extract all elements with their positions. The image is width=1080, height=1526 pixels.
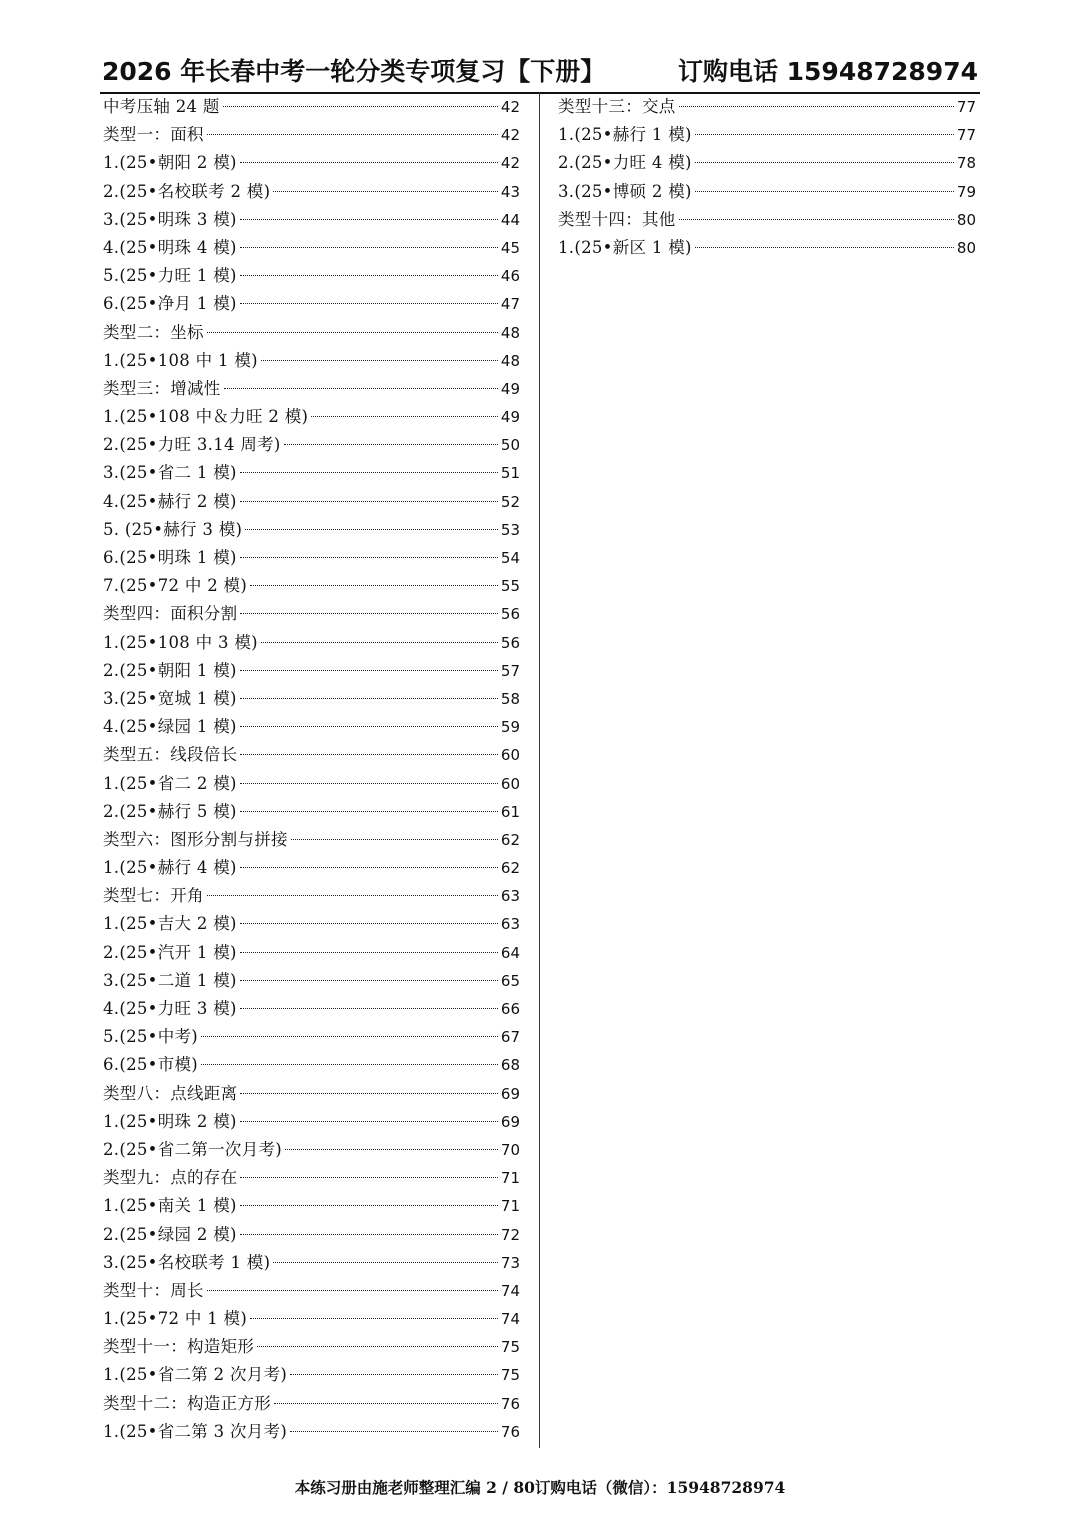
toc-entry-label: 1.(25•72 中 1 模) [103, 1309, 248, 1329]
toc-entry-label: 2.(25•力旺 4 模) [558, 153, 692, 173]
toc-entry-page: 70 [500, 1140, 520, 1159]
toc-entry[interactable] [103, 234, 520, 262]
toc-entry[interactable] [103, 149, 520, 177]
toc-entry-page: 63 [500, 887, 520, 906]
toc-entry-label: 1.(25•吉大 2 模) [103, 914, 237, 934]
toc-dot-leader [261, 360, 498, 361]
toc-entry-page: 59 [500, 718, 520, 737]
toc-entry[interactable] [103, 1277, 520, 1305]
toc-entry[interactable] [558, 121, 976, 149]
toc-entry-page: 71 [500, 1169, 520, 1188]
toc-entry[interactable] [103, 939, 520, 967]
toc-dot-leader [240, 303, 498, 304]
toc-entry-page: 52 [500, 492, 520, 511]
toc-entry-label: 5.(25•中考) [103, 1027, 199, 1047]
toc-entry-page: 79 [956, 182, 976, 201]
toc-entry-label: 类型八：点线距离 [103, 1083, 238, 1103]
toc-dot-leader [240, 162, 498, 163]
toc-dot-leader [240, 613, 498, 614]
toc-entry-label: 类型十二：构造正方形 [103, 1393, 271, 1413]
toc-entry-label: 类型二：坐标 [103, 322, 204, 342]
toc-entry-page: 65 [500, 971, 520, 990]
toc-entry[interactable] [103, 375, 520, 403]
toc-entry[interactable] [103, 262, 520, 290]
toc-entry-label: 1.(25•省二第 2 次月考) [103, 1365, 288, 1385]
page-header [102, 52, 978, 92]
toc-entry-page: 44 [500, 210, 520, 229]
toc-dot-leader [240, 867, 498, 868]
toc-entry-label: 6.(25•净月 1 模) [103, 294, 237, 314]
toc-entry-label: 3.(25•宽城 1 模) [103, 688, 237, 708]
toc-entry-label: 5. (25•赫行 3 模) [103, 519, 243, 539]
toc-entry-page: 78 [956, 154, 976, 173]
toc-dot-leader [695, 247, 954, 248]
toc-dot-leader [240, 754, 498, 755]
toc-entry-label: 1.(25•朝阳 2 模) [103, 153, 237, 173]
column-divider [539, 92, 540, 1448]
toc-dot-leader [240, 1205, 498, 1206]
toc-entry[interactable] [103, 459, 520, 487]
toc-entry[interactable] [103, 516, 520, 544]
toc-entry-page: 80 [956, 210, 976, 229]
toc-entry-page: 50 [500, 436, 520, 455]
toc-entry-label: 3.(25•二道 1 模) [103, 970, 237, 990]
toc-entry-label: 2.(25•绿园 2 模) [103, 1224, 237, 1244]
toc-entry[interactable] [558, 234, 976, 262]
toc-entry-page: 48 [500, 323, 520, 342]
toc-entry-page: 62 [500, 859, 520, 878]
toc-dot-leader [290, 1431, 498, 1432]
toc-entry-page: 49 [500, 408, 520, 427]
toc-entry-page: 57 [500, 661, 520, 680]
toc-dot-leader [224, 388, 498, 389]
toc-entry-label: 类型十：周长 [103, 1280, 204, 1300]
toc-entry-page: 60 [500, 746, 520, 765]
toc-dot-leader [240, 923, 498, 924]
toc-dot-leader [240, 698, 498, 699]
toc-entry[interactable] [103, 995, 520, 1023]
toc-entry-page: 42 [500, 126, 520, 145]
toc-entry-page: 42 [500, 98, 520, 116]
toc-entry[interactable] [103, 685, 520, 713]
toc-right-column [558, 93, 976, 262]
toc-entry-label: 2.(25•名校联考 2 模) [103, 181, 271, 201]
toc-entry[interactable] [103, 544, 520, 572]
toc-dot-leader [240, 1008, 498, 1009]
toc-dot-leader [240, 980, 498, 981]
toc-entry-label: 2.(25•省二第一次月考) [103, 1139, 283, 1159]
toc-dot-leader [240, 275, 498, 276]
toc-entry-label: 3.(25•省二 1 模) [103, 463, 237, 483]
toc-dot-leader [240, 783, 498, 784]
toc-entry-page: 61 [500, 802, 520, 821]
toc-entry[interactable] [103, 1080, 520, 1108]
toc-entry[interactable] [103, 347, 520, 375]
toc-entry[interactable] [103, 1390, 520, 1418]
toc-entry[interactable] [103, 770, 520, 798]
toc-entry-page: 47 [500, 295, 520, 314]
toc-entry[interactable] [103, 629, 520, 657]
toc-entry-label: 3.(25•名校联考 1 模) [103, 1252, 271, 1272]
toc-entry[interactable] [103, 1361, 520, 1389]
toc-entry-label: 7.(25•72 中 2 模) [103, 576, 248, 596]
toc-entry-label: 类型一：面积 [103, 125, 204, 145]
toc-entry[interactable] [103, 910, 520, 938]
toc-entry[interactable] [103, 600, 520, 628]
toc-entry-page: 77 [956, 98, 976, 116]
toc-entry-page: 66 [500, 1000, 520, 1018]
toc-dot-leader [240, 501, 498, 502]
toc-entry[interactable] [103, 1249, 520, 1277]
toc-entry[interactable] [103, 431, 520, 459]
toc-entry-page: 69 [500, 1112, 520, 1131]
toc-dot-leader [250, 585, 498, 586]
toc-entry-page: 43 [500, 182, 520, 201]
toc-dot-leader [273, 1262, 498, 1263]
toc-dot-leader [261, 642, 498, 643]
toc-entry-label: 6.(25•市模) [103, 1055, 199, 1075]
toc-entry-label: 类型十一：构造矩形 [103, 1337, 255, 1357]
toc-entry[interactable] [103, 319, 520, 347]
toc-dot-leader [240, 1121, 498, 1122]
toc-entry-page: 80 [956, 238, 976, 257]
toc-entry-page: 71 [500, 1197, 520, 1216]
toc-entry-page: 42 [500, 154, 520, 173]
toc-entry-label: 类型十四：其他 [558, 209, 676, 229]
toc-entry-label: 1.(25•南关 1 模) [103, 1196, 237, 1216]
toc-entry-label: 类型三：增减性 [103, 378, 221, 398]
toc-entry[interactable] [103, 826, 520, 854]
toc-entry[interactable] [103, 93, 520, 121]
toc-dot-leader [274, 1403, 498, 1404]
toc-dot-leader [695, 191, 954, 192]
toc-entry-label: 类型十三：交点 [558, 97, 676, 116]
toc-entry-label: 类型六：图形分割与拼接 [103, 829, 288, 849]
toc-entry-page: 54 [500, 549, 520, 567]
toc-entry-page: 45 [500, 238, 520, 257]
toc-entry[interactable] [103, 403, 520, 431]
toc-dot-leader [695, 134, 954, 135]
toc-entry-label: 2.(25•朝阳 1 模) [103, 660, 237, 680]
toc-dot-leader [311, 416, 498, 417]
toc-dot-leader [245, 529, 498, 530]
toc-entry-page: 48 [500, 351, 520, 370]
toc-entry[interactable] [103, 206, 520, 234]
toc-entry-label: 中考压轴 24 题 [103, 97, 220, 116]
page-footer: 本练习册由施老师整理汇编 2 / 80订购电话（微信）：15948728974 [294, 1478, 786, 1497]
toc-entry-label: 1.(25•108 中 3 模) [103, 632, 258, 652]
toc-dot-leader [240, 219, 498, 220]
toc-entry-page: 72 [500, 1225, 520, 1244]
toc-entry-label: 2.(25•力旺 3.14 周考) [103, 435, 281, 455]
toc-dot-leader [240, 247, 498, 248]
toc-entry-page: 74 [500, 1310, 520, 1329]
toc-entry-label: 2.(25•赫行 5 模) [103, 801, 237, 821]
toc-entry[interactable] [103, 798, 520, 826]
toc-left-column [103, 93, 520, 1446]
toc-entry-page: 76 [500, 1394, 520, 1413]
toc-entry-label: 6.(25•明珠 1 模) [103, 548, 237, 567]
document-title: 2026 年长春中考一轮分类专项复习【下册】 [102, 57, 606, 86]
toc-entry-page: 64 [500, 943, 520, 962]
toc-entry-page: 67 [500, 1028, 520, 1047]
toc-entry-page: 56 [500, 605, 520, 624]
toc-dot-leader [290, 1374, 498, 1375]
toc-entry-label: 1.(25•108 中＆力旺 2 模) [103, 407, 309, 427]
toc-dot-leader [257, 1346, 498, 1347]
toc-entry-page: 75 [500, 1338, 520, 1357]
toc-entry[interactable] [103, 488, 520, 516]
toc-entry[interactable] [103, 657, 520, 685]
toc-entry-page: 51 [500, 464, 520, 483]
toc-entry-page: 74 [500, 1281, 520, 1300]
toc-dot-leader [240, 670, 498, 671]
toc-entry-page: 77 [956, 126, 976, 145]
toc-entry-page: 63 [500, 915, 520, 934]
toc-dot-leader [201, 1036, 498, 1037]
toc-entry[interactable] [558, 206, 976, 234]
toc-entry-label: 类型九：点的存在 [103, 1168, 238, 1188]
toc-entry-page: 56 [500, 633, 520, 652]
toc-entry-label: 3.(25•博硕 2 模) [558, 181, 692, 201]
toc-entry-page: 58 [500, 689, 520, 708]
toc-entry-label: 1.(25•赫行 4 模) [103, 858, 237, 878]
toc-dot-leader [223, 106, 498, 107]
toc-entry[interactable] [103, 1221, 520, 1249]
toc-entry-label: 4.(25•赫行 2 模) [103, 491, 237, 511]
toc-dot-leader [240, 952, 498, 953]
toc-dot-leader [695, 162, 954, 163]
toc-dot-leader [291, 839, 498, 840]
toc-entry-page: 60 [500, 774, 520, 793]
toc-dot-leader [201, 1064, 498, 1065]
toc-entry-label: 类型七：开角 [103, 886, 204, 906]
toc-dot-leader [207, 332, 498, 333]
toc-entry[interactable] [103, 1108, 520, 1136]
toc-entry-page: 73 [500, 1253, 520, 1272]
toc-entry-page: 62 [500, 830, 520, 849]
toc-entry-label: 1.(25•明珠 2 模) [103, 1111, 237, 1131]
toc-entry[interactable] [103, 178, 520, 206]
toc-dot-leader [285, 1149, 498, 1150]
toc-dot-leader [240, 1177, 498, 1178]
toc-dot-leader [240, 726, 498, 727]
toc-entry-page: 46 [500, 267, 520, 286]
toc-entry-label: 4.(25•绿园 1 模) [103, 717, 237, 737]
toc-dot-leader [240, 1234, 498, 1235]
toc-entry-label: 1.(25•省二 2 模) [103, 773, 237, 793]
toc-dot-leader [240, 1093, 498, 1094]
toc-entry-page: 49 [500, 379, 520, 398]
toc-entry[interactable] [103, 882, 520, 910]
toc-entry[interactable] [103, 713, 520, 741]
toc-entry[interactable] [103, 854, 520, 882]
toc-dot-leader [207, 895, 498, 896]
toc-dot-leader [250, 1318, 498, 1319]
toc-entry[interactable] [558, 93, 976, 121]
toc-entry-label: 1.(25•省二第 3 次月考) [103, 1421, 288, 1441]
toc-entry-label: 1.(25•新区 1 模) [558, 237, 692, 257]
toc-entry[interactable] [558, 178, 976, 206]
toc-entry-page: 53 [500, 520, 520, 539]
toc-entry[interactable] [103, 1023, 520, 1051]
toc-entry-label: 4.(25•明珠 4 模) [103, 237, 237, 257]
toc-entry[interactable] [103, 1136, 520, 1164]
toc-entry-page: 55 [500, 577, 520, 596]
toc-entry-label: 4.(25•力旺 3 模) [103, 999, 237, 1018]
toc-entry-page: 76 [500, 1422, 520, 1441]
toc-entry[interactable] [103, 1305, 520, 1333]
toc-entry-label: 2.(25•汽开 1 模) [103, 942, 237, 962]
toc-entry[interactable] [103, 121, 520, 149]
toc-entry-label: 类型四：面积分割 [103, 604, 238, 624]
toc-dot-leader [240, 557, 498, 558]
toc-entry[interactable] [103, 1192, 520, 1220]
toc-entry-label: 3.(25•明珠 3 模) [103, 209, 237, 229]
toc-entry[interactable] [103, 1333, 520, 1361]
order-phone: 订购电话 15948728974 [677, 57, 978, 86]
toc-entry-label: 5.(25•力旺 1 模) [103, 266, 237, 286]
toc-entry-page: 75 [500, 1366, 520, 1385]
toc-entry-label: 1.(25•赫行 1 模) [558, 125, 692, 145]
toc-entry[interactable] [558, 149, 976, 177]
toc-dot-leader [207, 1290, 498, 1291]
toc-entry[interactable] [103, 741, 520, 769]
toc-entry-label: 类型五：线段倍长 [103, 745, 238, 765]
toc-entry-page: 68 [500, 1056, 520, 1075]
toc-entry[interactable] [103, 290, 520, 318]
toc-dot-leader [284, 444, 498, 445]
toc-entry[interactable] [103, 1164, 520, 1192]
toc-entry[interactable] [103, 572, 520, 600]
toc-entry[interactable] [103, 967, 520, 995]
toc-entry-label: 1.(25•108 中 1 模) [103, 350, 258, 370]
toc-dot-leader [679, 219, 954, 220]
toc-entry[interactable] [103, 1051, 520, 1079]
toc-entry[interactable] [103, 1418, 520, 1446]
toc-entry-page: 69 [500, 1084, 520, 1103]
toc-dot-leader [679, 106, 954, 107]
toc-dot-leader [240, 811, 498, 812]
toc-dot-leader [240, 472, 498, 473]
toc-dot-leader [273, 191, 498, 192]
toc-dot-leader [207, 134, 498, 135]
